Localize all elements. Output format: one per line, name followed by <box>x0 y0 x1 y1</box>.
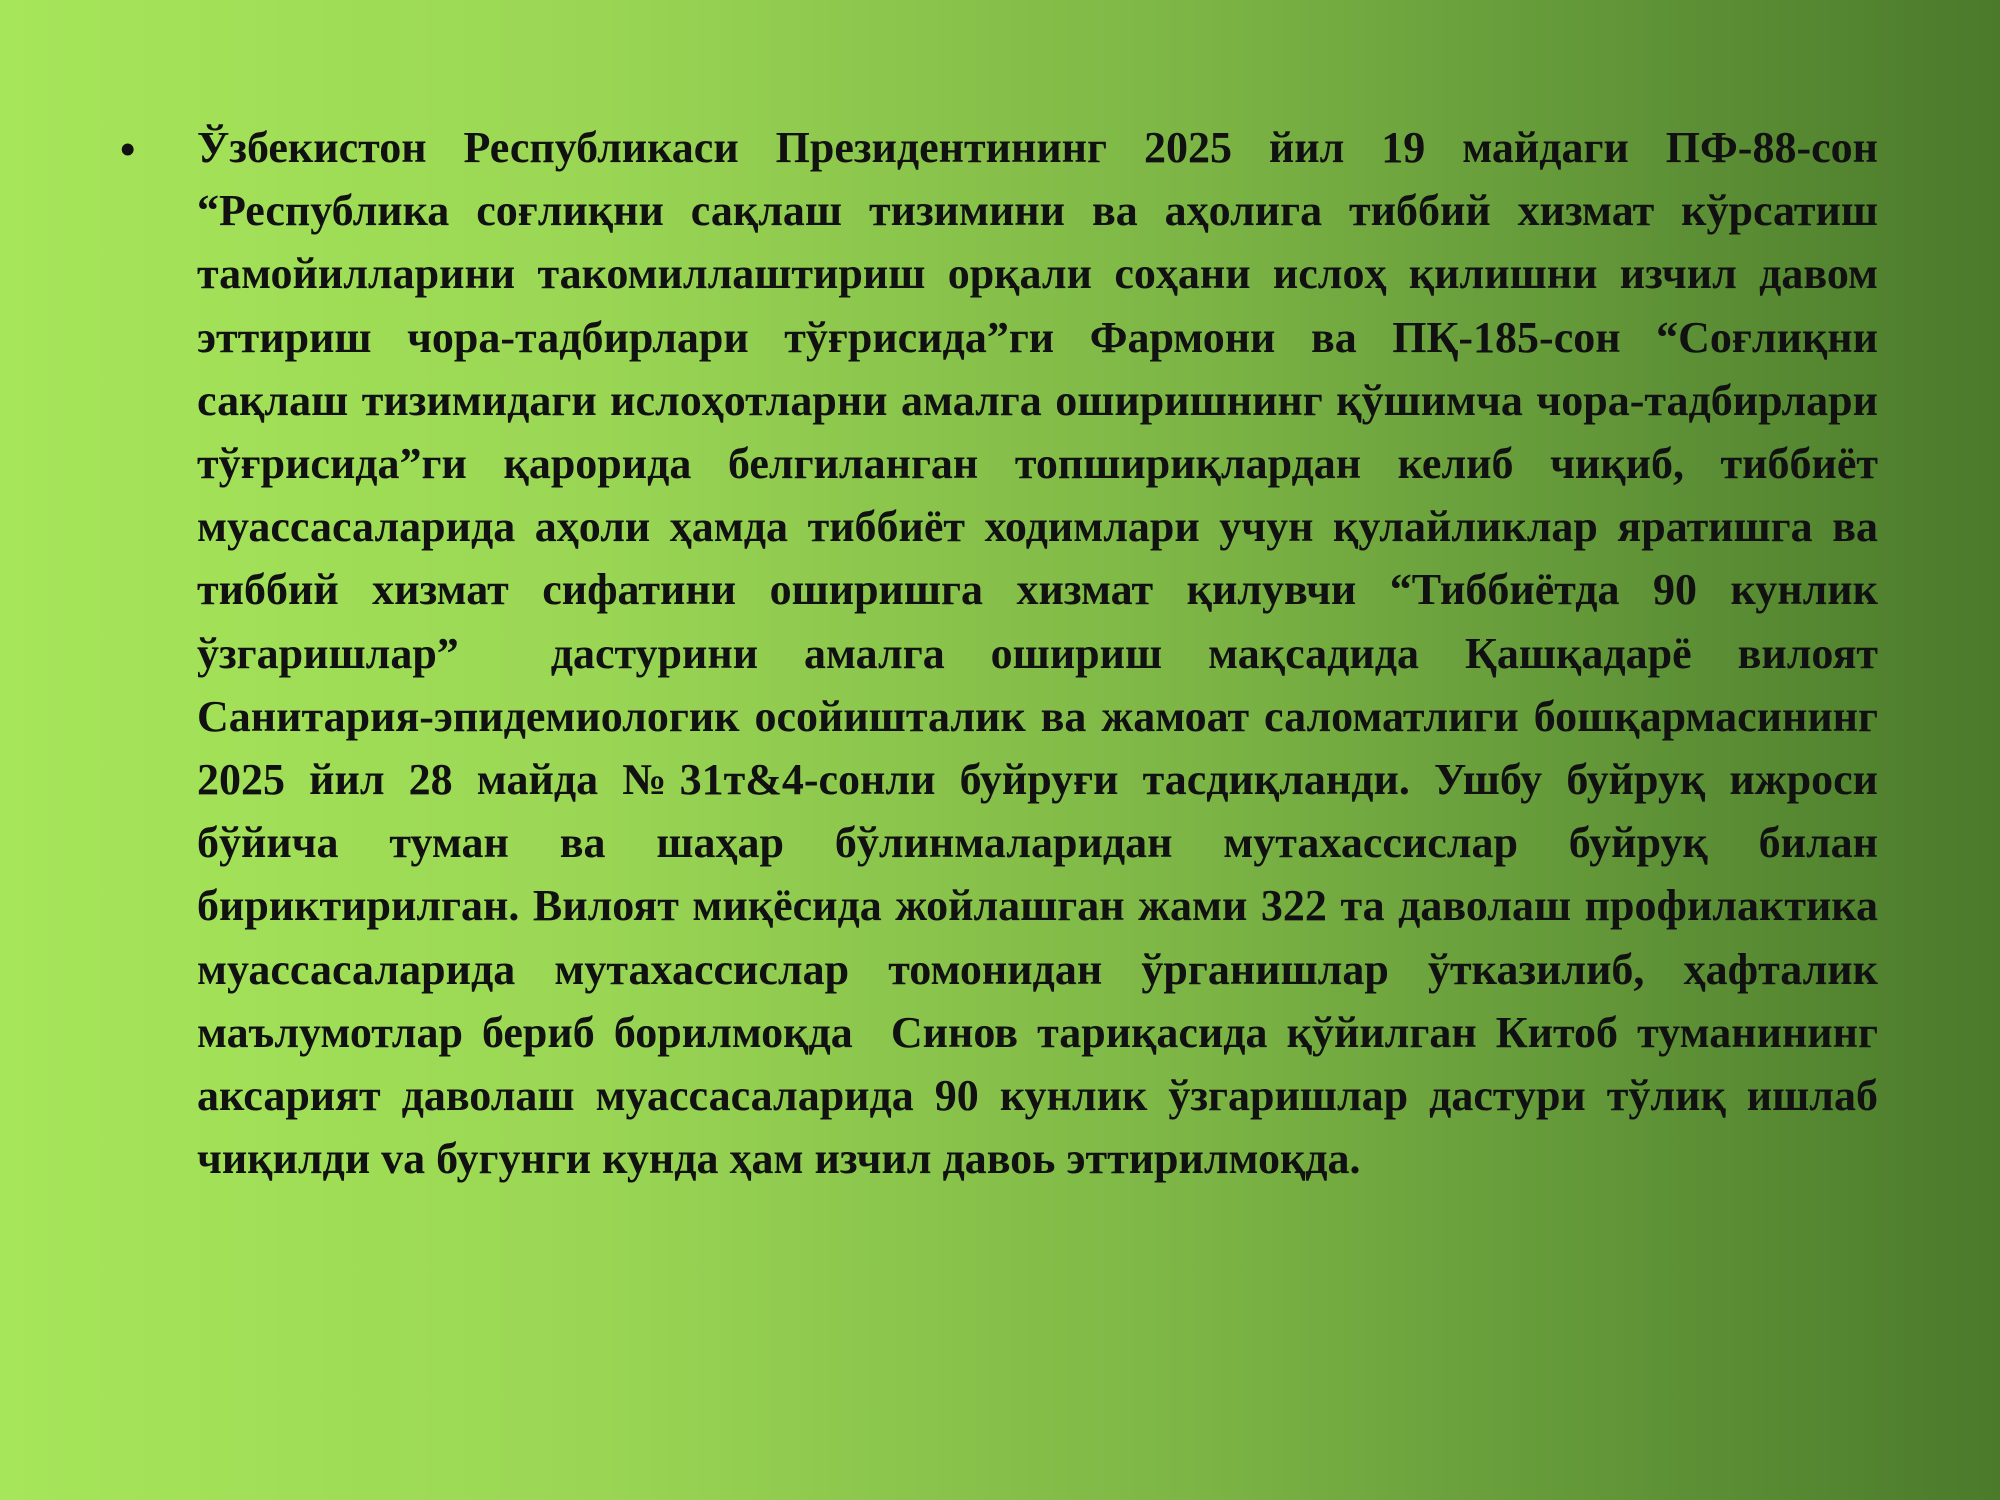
slide-paragraph: Ўзбекистон Республикаси Президентининг 2025 йил 19 майдаги ПФ-88-сон “Республика соғлиқни сақлаш тизимини ва аҳолига тиббий хизмат кўрсатиш тамойилларини такомиллаштириш орқали соҳани ислоҳ қилишни изчил давом эттириш чора-тадбирлари тўғрисида”ги Фармони ва ПҚ-185-сон “Соғлиқни сақлаш тизимидаги ислоҳотларни амалга оширишнинг қўшимча чора-тадбирлари тўғрисида”ги қарорида белгиланган топшириқлардан келиб чиқиб, тиббиёт муассасаларида аҳоли ҳамда тиббиёт ходимлари учун қулайликлар яратишга ва тиббий хизмат сифатини оширишга хизмат қилувчи “Тиббиётда 90 кунлик ўзгаришлар” дастурини амалга ошириш мақсадида Қашқадарё вилоят Санитария-эпидемиологик осойишталик ва жамоат саломатлиги бошқармасининг 2025 йил 28 майда №31т&4-сонли буйруғи тасдиқланди. Ушбу буйруқ ижроси бўйича туман ва шаҳар бўлинмаларидан мутахассислар буйруқ билан бириктирилган. Вилоят миқёсида жойлашган жами 322 та даволаш профилактика муассасаларида мутахассислар томонидан ўрганишлар ўтказилиб, ҳафталик маълумотлар бериб борилмоқда Синов тариқасида қўйилган Китоб туманининг аксарият даволаш муассасаларида 90 кунлик ўзгаришлар дастури тўлиқ ишлаб чиқилди vа бугунги кунда ҳам изчил давоь эттирилмоқда. <box>197 123 1889 1184</box>
bullet-marker: • <box>120 125 136 174</box>
